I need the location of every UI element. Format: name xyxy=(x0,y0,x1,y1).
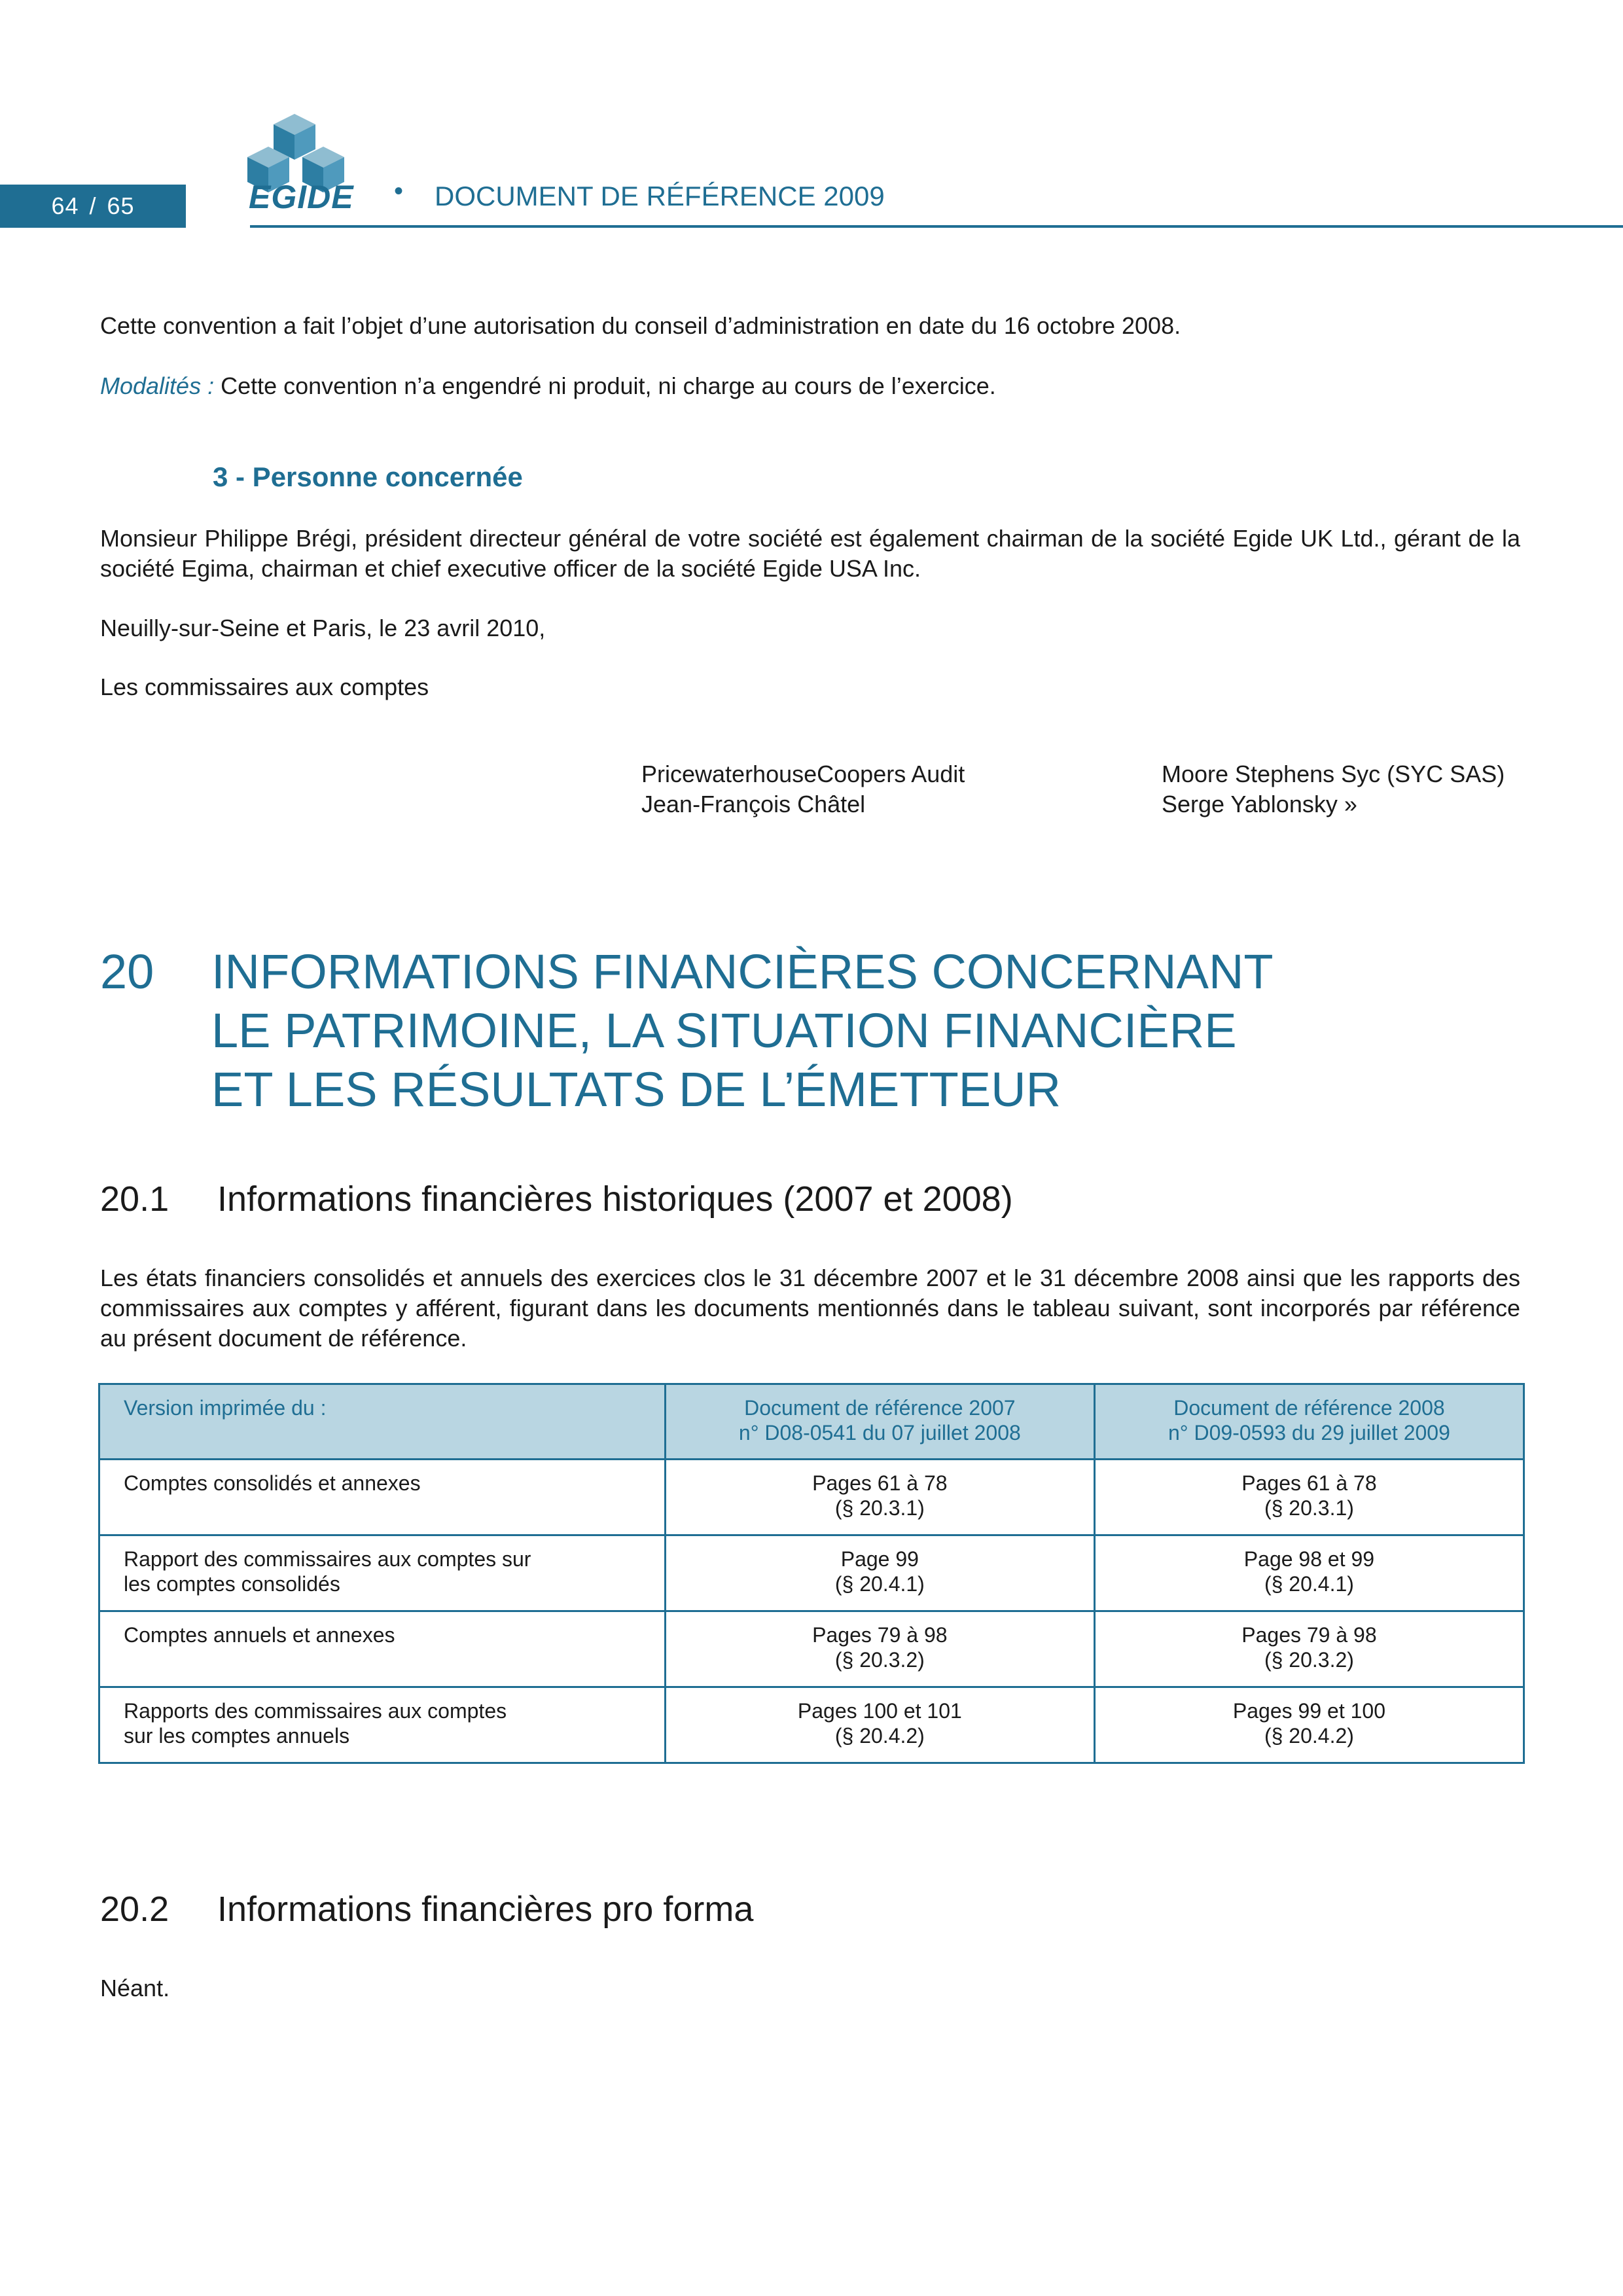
cell-line: Pages 79 à 98 xyxy=(1241,1623,1377,1647)
table-cell xyxy=(665,1687,1094,1763)
cell-line: Page 99 xyxy=(840,1547,919,1571)
table-cell xyxy=(1094,1611,1524,1687)
table-header-cell xyxy=(99,1384,666,1460)
signature-block-pwc xyxy=(641,759,965,819)
cell-line: Rapport des commissaires aux comptes sur xyxy=(124,1547,531,1571)
modalites-text: Cette convention n’a engendré ni produit, ni charge au cours de l’exercice. xyxy=(214,372,996,399)
chapter-title-line: LE PATRIMOINE, LA SITUATION FINANCIÈRE xyxy=(211,1003,1237,1058)
table-cell xyxy=(99,1611,666,1687)
intro-paragraph: Cette convention a fait l’objet d’une autorisation du conseil d’administration en date du 16 octobre 2008. xyxy=(100,312,1181,339)
cell-line: les comptes consolidés xyxy=(124,1572,340,1596)
cell-line: (§ 20.4.2) xyxy=(1264,1724,1354,1748)
page-total: 65 xyxy=(107,192,135,219)
signature-name: Jean-François Châtel xyxy=(641,791,866,817)
table-header-cell xyxy=(665,1384,1094,1460)
cell-line: Comptes consolidés et annexes xyxy=(124,1471,421,1495)
auditors-intro: Les commissaires aux comptes xyxy=(100,673,429,700)
page-separator: / xyxy=(89,192,97,219)
section-20-1-title: Informations financières historiques (2007 et 2008) xyxy=(217,1179,1013,1219)
place-date: Neuilly-sur-Seine et Paris, le 23 avril 2010, xyxy=(100,615,546,641)
cell-line: (§ 20.3.1) xyxy=(834,1496,925,1520)
cell-line: Pages 61 à 78 xyxy=(1241,1471,1377,1495)
cell-line: (§ 20.4.2) xyxy=(834,1724,925,1748)
cell-line: Pages 100 et 101 xyxy=(797,1699,962,1723)
signature-firm: Moore Stephens Syc (SYC SAS) xyxy=(1162,761,1505,787)
table-cell xyxy=(1094,1460,1524,1535)
table-cell xyxy=(665,1460,1094,1535)
table-cell xyxy=(99,1460,666,1535)
section-20-1-number: 20.1 xyxy=(100,1179,169,1219)
header-line: Document de référence 2007 xyxy=(744,1396,1016,1420)
cell-line: (§ 20.3.2) xyxy=(834,1648,925,1672)
signature-block-moore xyxy=(1162,759,1505,819)
cell-line: (§ 20.3.1) xyxy=(1264,1496,1354,1520)
cell-line: Rapports des commissaires aux comptes xyxy=(124,1699,507,1723)
header-label: Version imprimée du : xyxy=(124,1396,327,1420)
document-title: DOCUMENT DE RÉFÉRENCE 2009 xyxy=(435,181,885,211)
page-number-tab xyxy=(0,185,186,228)
header-line: n° D08-0541 du 07 juillet 2008 xyxy=(738,1421,1021,1444)
chapter-title xyxy=(211,942,1274,1119)
header-divider xyxy=(250,225,1623,228)
cell-line: sur les comptes annuels xyxy=(124,1724,350,1748)
table-cell xyxy=(1094,1687,1524,1763)
page-current: 64 xyxy=(51,192,79,219)
table-cell xyxy=(665,1611,1094,1687)
modalites-label: Modalités : xyxy=(100,372,215,399)
reference-table xyxy=(98,1383,1525,1764)
cell-line: (§ 20.4.1) xyxy=(1264,1572,1354,1596)
table-header-cell xyxy=(1094,1384,1524,1460)
section-20-2-paragraph: Néant. xyxy=(100,1975,170,2001)
signature-name: Serge Yablonsky » xyxy=(1162,791,1357,817)
table-row xyxy=(99,1460,1524,1535)
table-cell xyxy=(665,1535,1094,1611)
chapter-number: 20 xyxy=(100,944,154,999)
section-3-heading: 3 - Personne concernée xyxy=(213,461,523,492)
table-row xyxy=(99,1611,1524,1687)
cell-line: Page 98 et 99 xyxy=(1243,1547,1375,1571)
cell-line: Comptes annuels et annexes xyxy=(124,1623,395,1647)
header-line: Document de référence 2008 xyxy=(1173,1396,1445,1420)
cell-line: (§ 20.4.1) xyxy=(834,1572,925,1596)
chapter-title-line: INFORMATIONS FINANCIÈRES CONCERNANT xyxy=(211,944,1274,999)
modalites-paragraph xyxy=(100,371,996,401)
cell-line: Pages 99 et 100 xyxy=(1232,1699,1385,1723)
table-header-row xyxy=(99,1384,1524,1460)
cell-line: Pages 79 à 98 xyxy=(812,1623,948,1647)
section-20-2-title: Informations financières pro forma xyxy=(217,1890,754,1929)
table-cell xyxy=(99,1535,666,1611)
header-line: n° D09-0593 du 29 juillet 2009 xyxy=(1168,1421,1450,1444)
cell-line: (§ 20.3.2) xyxy=(1264,1648,1354,1672)
section-20-2-number: 20.2 xyxy=(100,1890,169,1929)
section-20-1-paragraph: Les états financiers consolidés et annuels des exercices clos le 31 décembre 2007 et le 31 décembre 2008 ainsi que les rapports des commissaires aux comptes y afférent, figurant dans les documents mentionnés dans le tableau suivant, sont incorporés par référence au présent document de référence. xyxy=(100,1265,1520,1352)
table-cell xyxy=(1094,1535,1524,1611)
logo-wordmark: EGIDE xyxy=(249,179,354,215)
cell-line: Pages 61 à 78 xyxy=(812,1471,948,1495)
table-row xyxy=(99,1687,1524,1763)
table-row xyxy=(99,1535,1524,1611)
chapter-title-line: ET LES RÉSULTATS DE L’ÉMETTEUR xyxy=(211,1062,1061,1117)
section-3-paragraph: Monsieur Philippe Brégi, président directeur général de votre société est également chairman de la société Egide UK Ltd., gérant de la société Egima, chairman et chief executive officer de la société Egide USA Inc. xyxy=(100,525,1520,582)
table-cell xyxy=(99,1687,666,1763)
header-bullet: • xyxy=(394,177,404,206)
signature-firm: PricewaterhouseCoopers Audit xyxy=(641,761,965,787)
